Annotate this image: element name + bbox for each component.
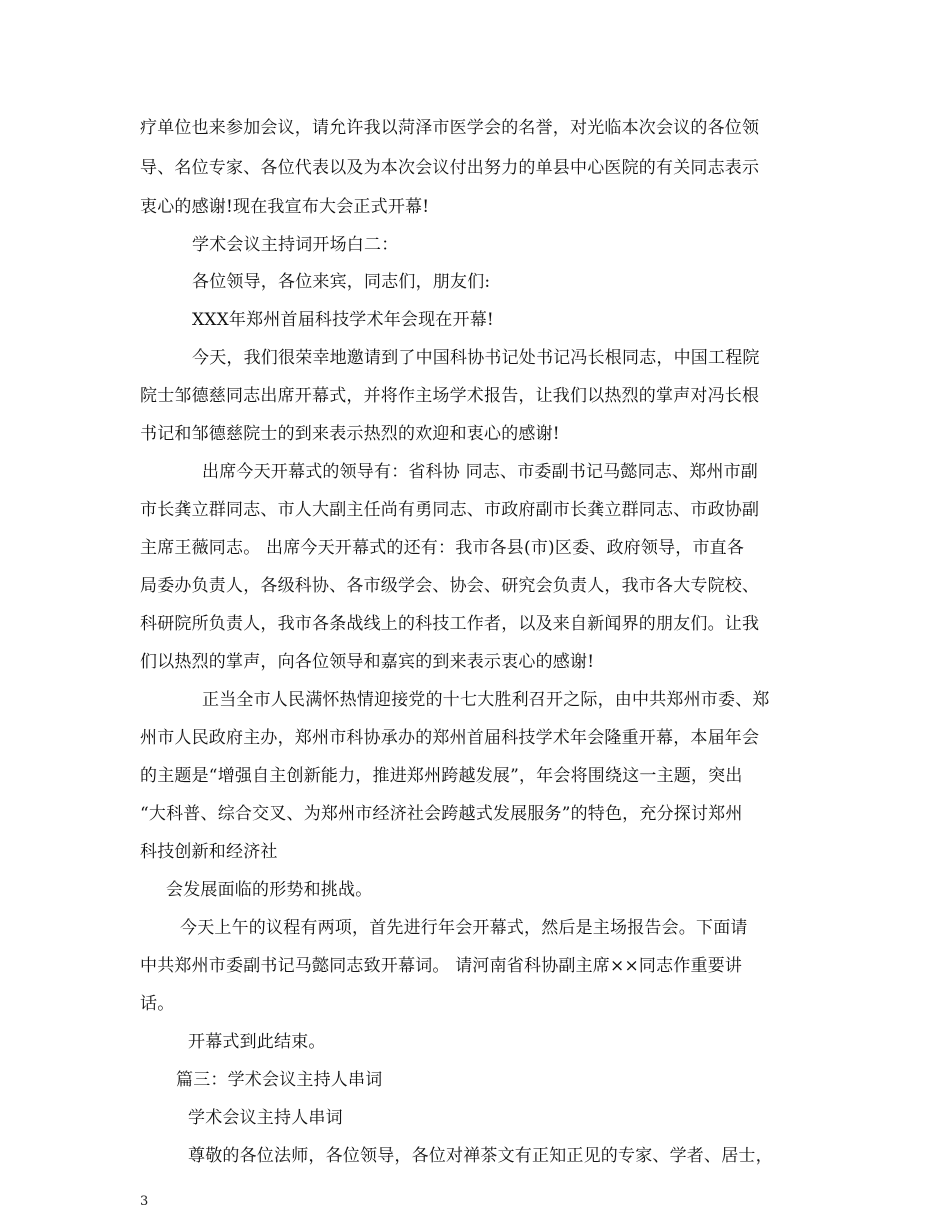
body-text-line: “大科普、综合交叉、为郑州市经济社会跨越式发展服务”的特色，充分探讨郑州 bbox=[140, 804, 743, 824]
body-text-line: 中共郑州市委副书记马懿同志致开幕词。 请河南省科协副主席××同志作重要讲 bbox=[140, 956, 743, 976]
body-text-line: 书记和邹德慈院士的到来表示热烈的欢迎和衷心的感谢! bbox=[140, 424, 560, 444]
body-text-line: 科研院所负责人，我市各条战线上的科技工作者，以及来自新闻界的朋友们。让我 bbox=[140, 614, 760, 634]
body-text-line: 疗单位也来参加会议，请允许我以菏泽市医学会的名誉，对光临本次会议的各位领 bbox=[140, 118, 760, 138]
body-text-line: 局委办负责人，各级科协、各市级学会、协会、研究会负责人，我市各大专院校、 bbox=[140, 576, 760, 596]
body-text-line: 主席王薇同志。 出席今天开幕式的还有：我市各县(市)区委、政府领导，市直各 bbox=[140, 538, 745, 558]
body-text-line: 尊敬的各位法师，各位领导，各位对禅茶文有正知正见的专家、学者、居士， bbox=[188, 1146, 773, 1166]
subheading: 学术会议主持人串词 bbox=[188, 1108, 343, 1128]
closing-line: 开幕式到此结束。 bbox=[188, 1032, 326, 1052]
body-text-line: 今天，我们很荣幸地邀请到了中国科协书记处书记冯长根同志，中国工程院 bbox=[192, 348, 760, 368]
body-text-line: 今天上午的议程有两项，首先进行年会开幕式，然后是主场报告会。下面请 bbox=[180, 918, 748, 938]
body-text-line: 的主题是“增强自主创新能力，推进郑州跨越发展”，年会将围绕这一主题，突出 bbox=[140, 766, 743, 786]
body-text-line: 衷心的感谢!现在我宣布大会正式开幕! bbox=[140, 197, 430, 217]
body-text-line: 出席今天开幕式的领导有：省科协 同志、市委副书记马懿同志、郑州市副 bbox=[202, 462, 759, 482]
section-heading: 学术会议主持词开场白二： bbox=[192, 235, 399, 255]
body-text-line: 导、名位专家、各位代表以及为本次会议付出努力的单县中心医院的有关同志表示 bbox=[140, 158, 760, 178]
section-heading: 篇三：学术会议主持人串词 bbox=[176, 1070, 383, 1090]
body-text-line: 会发展面临的形势和挑战。 bbox=[166, 880, 373, 900]
body-text-line: 正当全市人民满怀热情迎接党的十七大胜利召开之际，由中共郑州市委、郑 bbox=[202, 690, 770, 710]
body-text-line: 话。 bbox=[140, 994, 175, 1014]
salutation-line: 各位领导，各位来宾，同志们，朋友们: bbox=[192, 272, 491, 292]
page-number: 3 bbox=[140, 1194, 149, 1209]
body-text-line: 们以热烈的掌声，向各位领导和嘉宾的到来表示衷心的感谢! bbox=[140, 652, 595, 672]
body-text-line: XXX年郑州首届科技学术年会现在开幕! bbox=[192, 310, 494, 330]
body-text-line: 市长龚立群同志、市人大副主任尚有勇同志、市政府副市长龚立群同志、市政协副 bbox=[140, 500, 760, 520]
body-text-line: 州市人民政府主办，郑州市科协承办的郑州首届科技学术年会隆重开幕，本届年会 bbox=[140, 728, 760, 748]
body-text-line: 科技创新和经济社 bbox=[140, 842, 278, 862]
body-text-line: 院士邹德慈同志出席开幕式，并将作主场学术报告，让我们以热烈的掌声对冯长根 bbox=[140, 386, 760, 406]
